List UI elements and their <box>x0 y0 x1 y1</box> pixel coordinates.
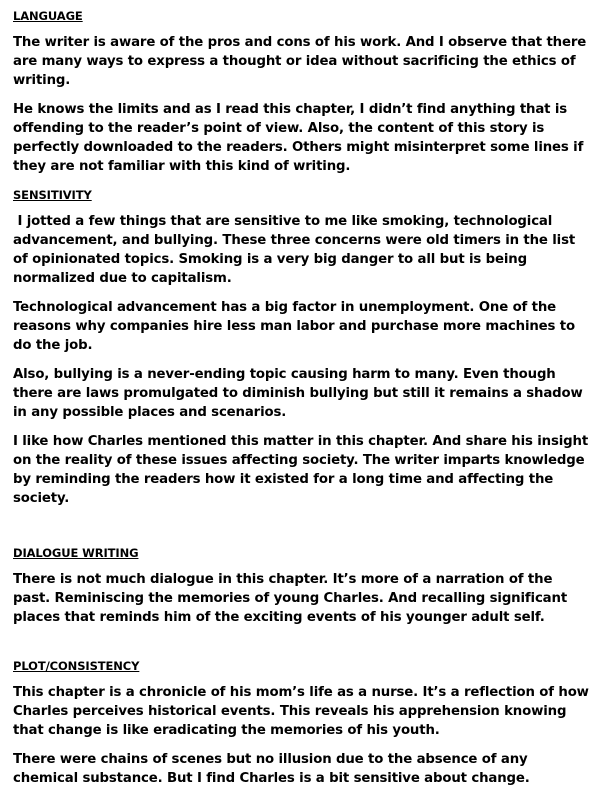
paragraph: This chapter is a chronicle of his mom’s life as a nurse. It’s a reflection of how Charles perceives historical events. This reveals his apprehension knowing that change is like eradicating the memories of his youth. <box>13 685 589 738</box>
spacer <box>13 637 593 657</box>
paragraph: I jotted a few things that are sensitive to me like smoking, technological advancement, and bullying. These three concerns were old timers in the list of opinionated topics. Smoking is a very big danger to all but is being normalized due to capitalism. <box>13 214 580 286</box>
section-heading: PLOT/CONSISTENCY <box>13 659 140 673</box>
section-dialogue-writing <box>13 544 593 627</box>
paragraph: The writer is aware of the pros and cons of his work. And I observe that there are many ways to express a thought or idea without sacrificing the ethics of writing. <box>13 35 587 88</box>
paragraph: Also, bullying is a never-ending topic causing harm to many. Even though there are laws promulgated to diminish bullying but still it remains a shadow in any possible places and scenarios. <box>13 367 583 420</box>
section-plot-consistency <box>13 657 593 788</box>
section-language <box>13 7 593 176</box>
section-heading: LANGUAGE <box>13 9 83 23</box>
section-heading: DIALOGUE WRITING <box>13 546 139 560</box>
paragraph: Technological advancement has a big factor in unemployment. One of the reasons why companies hire less man labor and purchase more machines to do the job. <box>13 300 575 353</box>
section-sensitivity <box>13 186 593 508</box>
paragraph: There is not much dialogue in this chapter. It’s more of a narration of the past. Reminiscing the memories of young Charles. And recalling significant places that reminds him of the exciting events of his younger adult self. <box>13 572 568 625</box>
paragraph: He knows the limits and as I read this chapter, I didn’t find anything that is offending to the reader’s point of view. Also, the content of this story is perfectly downloaded to the readers. Others might misinterpret some lines if they are not familiar with this kind of writing. <box>13 102 584 174</box>
paragraph: I like how Charles mentioned this matter in this chapter. And share his insight on the reality of these issues affecting society. The writer imparts knowledge by reminding the readers how it existed for a long time and affecting the society. <box>13 434 589 506</box>
document-page <box>13 7 593 798</box>
paragraph: There were chains of scenes but no illusion due to the absence of any chemical substance. But I find Charles is a bit sensitive about change. <box>13 752 530 786</box>
spacer <box>13 518 593 544</box>
section-heading: SENSITIVITY <box>13 188 92 202</box>
